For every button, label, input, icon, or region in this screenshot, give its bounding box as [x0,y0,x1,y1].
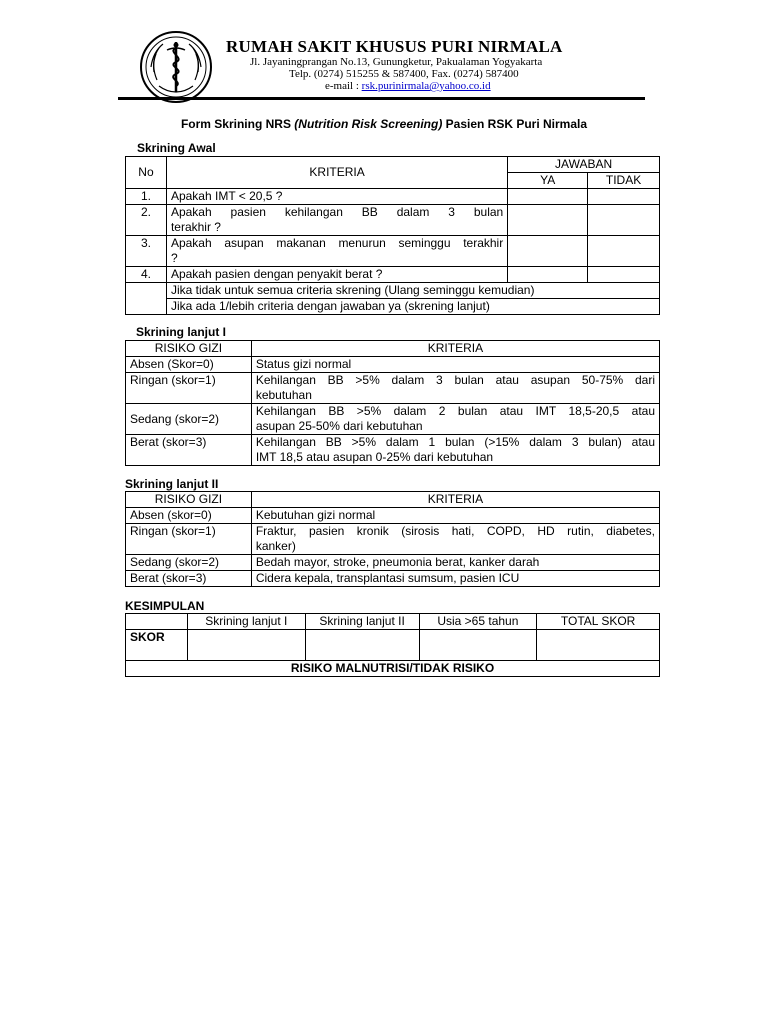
table-header-row [126,614,660,630]
col-risiko-gizi: RISIKO GIZI [126,341,252,357]
table-row: 3. Apakah asupan makanan menurun seminggu terakhir ? [126,236,660,267]
table-header-row [126,492,660,508]
email-link[interactable]: rsk.purinirmala@yahoo.co.id [361,80,491,92]
skor-cell[interactable] [187,630,305,661]
col-total-skor: TOTAL SKOR [537,614,660,630]
table-row: Sedang (skor=2) Bedah mayor, stroke, pneumonia berat, kanker darah [126,555,660,571]
table-row: Berat (skor=3) Kehilangan BB >5% dalam 1 bulan (>15% dalam 3 bulan) atau IMT 18,5 atau asupan 0-25% dari kebutuhan [126,435,660,466]
skor-cell[interactable] [305,630,419,661]
col-ya: YA [508,173,588,189]
col-kriteria: KRITERIA [166,157,507,189]
hospital-name: RUMAH SAKIT KHUSUS PURI NIRMALA [226,37,563,56]
section-kesimpulan: KESIMPULAN [125,599,205,613]
col-skrining-lanjut-2: Skrining lanjut II [305,614,419,630]
section-skrining-awal: Skrining Awal [137,141,216,155]
header-divider [118,97,645,100]
col-tidak: TIDAK [588,173,660,189]
skor-label: SKOR [126,630,188,661]
table-row: 4. Apakah pasien dengan penyakit berat ? [126,267,660,283]
table-header-row [126,341,660,357]
skor-row [126,630,660,661]
skrining-lanjut-2-table [125,491,660,587]
table-row: Berat (skor=3) Cidera kepala, transplantasi sumsum, pasien ICU [126,571,660,587]
hospital-logo-icon [139,30,213,104]
table-header-row [126,157,660,173]
answer-ya-cell[interactable] [508,205,588,236]
col-jawaban: JAWABAN [508,157,660,173]
answer-ya-cell[interactable] [508,267,588,283]
col-usia: Usia >65 tahun [419,614,537,630]
col-kriteria: KRITERIA [251,492,659,508]
answer-tidak-cell[interactable] [588,189,660,205]
skor-cell[interactable] [537,630,660,661]
answer-ya-cell[interactable] [508,236,588,267]
section-skrining-lanjut-1: Skrining lanjut I [136,325,227,339]
table-row: Absen (Skor=0) Status gizi normal [126,357,660,373]
skrining-awal-table [125,156,660,315]
note-row [126,283,660,299]
skor-cell[interactable] [419,630,537,661]
section-skrining-lanjut-2: Skrining lanjut II [125,477,219,491]
note-row [126,299,660,315]
risiko-malnutrisi: RISIKO MALNUTRISI/TIDAK RISIKO [126,661,660,677]
table-row: Absen (skor=0) Kebutuhan gizi normal [126,508,660,524]
table-row: Ringan (skor=1) Kehilangan BB >5% dalam 3 bulan atau asupan 50-75% dari kebutuhan [126,373,660,404]
answer-tidak-cell[interactable] [588,236,660,267]
hospital-address: Jl. Jayaningprangan No.13, Gunungketur, Pakualaman Yogyakarta [250,56,543,68]
footer-row [126,661,660,677]
note-ulang: Jika tidak untuk semua criteria skrening (Ulang seminggu kemudian) [166,283,659,299]
kesimpulan-table [125,613,660,677]
col-risiko-gizi: RISIKO GIZI [126,492,252,508]
answer-tidak-cell[interactable] [588,267,660,283]
table-row: 1. Apakah IMT < 20,5 ? [126,189,660,205]
form-title: Form Skrining NRS (Nutrition Risk Screening) Pasien RSK Puri Nirmala [180,117,588,131]
hospital-phone-fax: Telp. (0274) 515255 & 587400, Fax. (0274) 587400 [289,68,519,80]
hospital-email-line [325,80,491,92]
col-no: No [126,157,167,189]
answer-ya-cell[interactable] [508,189,588,205]
answer-tidak-cell[interactable] [588,205,660,236]
col-skrining-lanjut-1: Skrining lanjut I [187,614,305,630]
col-kriteria: KRITERIA [251,341,659,357]
table-row: Ringan (skor=1) Fraktur, pasien kronik (sirosis hati, COPD, HD rutin, diabetes, kanker) [126,524,660,555]
email-label: e-mail : [325,80,362,92]
form-title-italic: (Nutrition Risk Screening) [294,117,443,131]
table-row: 2. Apakah pasien kehilangan BB dalam 3 bulan terakhir ? [126,205,660,236]
note-lanjut: Jika ada 1/lebih criteria dengan jawaban ya (skrening lanjut) [166,299,659,315]
table-row: Sedang (skor=2) Kehilangan BB >5% dalam 2 bulan atau IMT 18,5-20,5 atau asupan 25-50% dari kebutuhan [126,404,660,435]
skrining-lanjut-1-table [125,340,660,466]
